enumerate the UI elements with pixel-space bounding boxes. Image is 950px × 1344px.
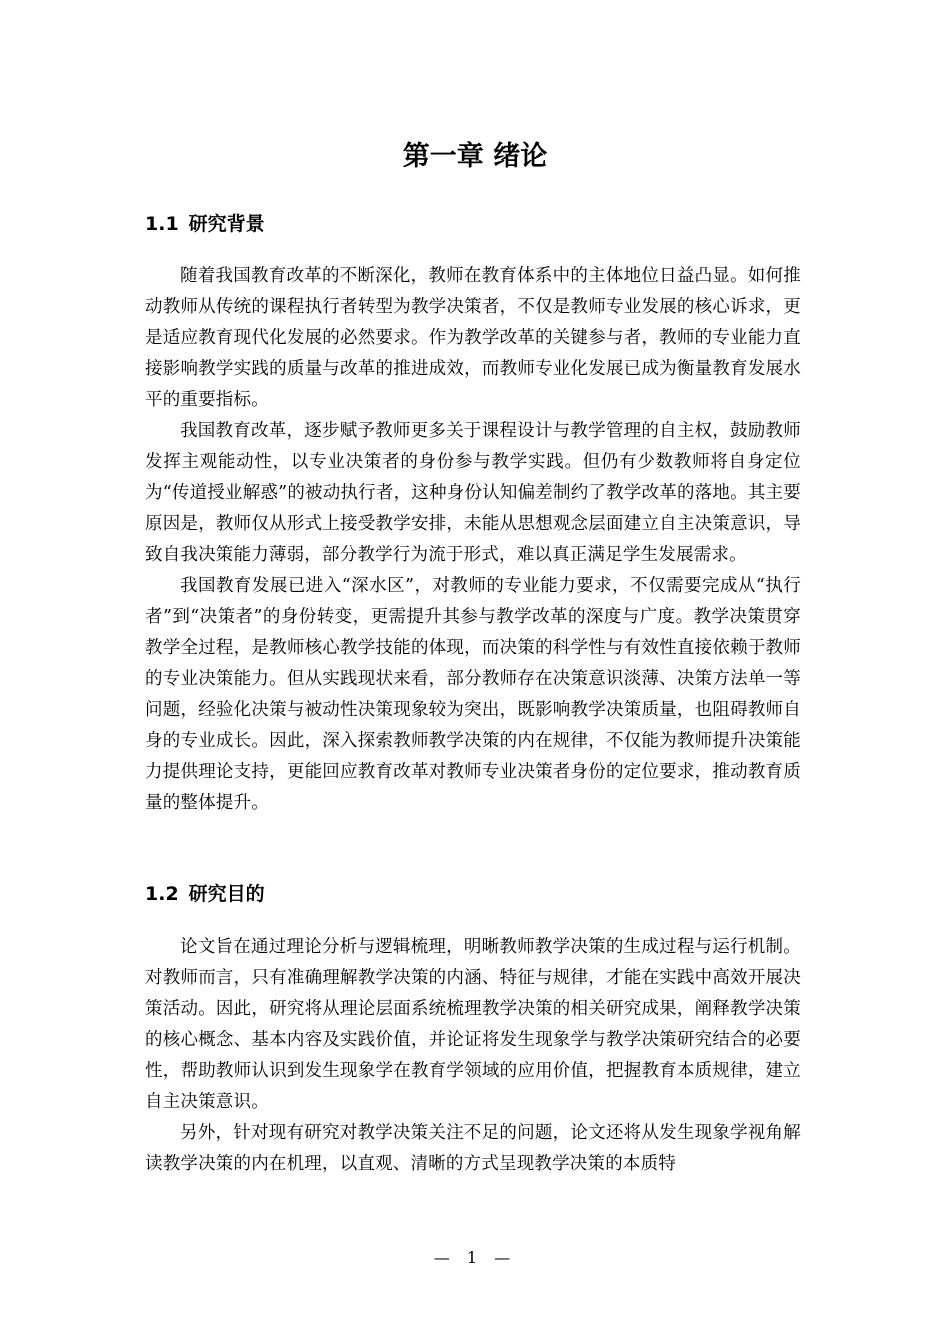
paragraph: 另外，针对现有研究对教学决策关注不足的问题，论文还将从发生现象学视角解读教学决策的内在机理，以直观、清晰的方式呈现教学决策的本质特 [145, 1123, 801, 1174]
section-heading-1-2 [145, 880, 265, 908]
section-title: 研究目的 [188, 883, 265, 905]
paragraph: 论文旨在通过理论分析与逻辑梳理，明晰教师教学决策的生成过程与运行机制。对教师而言，只有准确理解教学决策的内涵、特征与规律，才能在实践中高效开展决策活动。因此，研究将从理论层面系统梳理教学决策的相关研究成果，阐释教学决策的核心概念、基本内容及实践价值，并论证将发生现象学与教学决策研究结合的必要性，帮助教师认识到发生现象学在教育学领域的应用价值，把握教育本质规律，建立自主决策意识。 [145, 937, 801, 1112]
section-body-1-1 [145, 261, 801, 819]
section-number: 1.2 [145, 883, 179, 905]
section-number: 1.1 [145, 213, 179, 235]
chapter-title: 第一章 绪论 [402, 141, 548, 172]
paragraph: 我国教育发展已进入“深水区”，对教师的专业能力要求，不仅需要完成从“执行者”到“决策者”的身份转变，更需提升其参与教学改革的深度与广度。教学决策贯穿教学全过程，是教师核心教学技能的体现，而决策的科学性与有效性直接依赖于教师的专业决策能力。但从实践现状来看，部分教师存在决策意识淡薄、决策方法单一等问题，经验化决策与被动性决策现象较为突出，既影响教学决策质量，也阻碍教师自身的专业成长。因此，深入探索教师教学决策的内在规律，不仅能为教师提升决策能力提供理论支持，更能回应教育改革对教师专业决策者身份的定位要求，推动教育质量的整体提升。 [145, 576, 801, 813]
section-body-1-2 [145, 932, 801, 1180]
paragraph: 随着我国教育改革的不断深化，教师在教育体系中的主体地位日益凸显。如何推动教师从传统的课程执行者转型为教学决策者，不仅是教师专业发展的核心诉求，更是适应教育现代化发展的必然要求。作为教学改革的关键参与者，教师的专业能力直接影响教学实践的质量与改革的推进成效，而教师专业化发展已成为衡量教育发展水平的重要指标。 [145, 266, 801, 410]
page-number: — 1 — [433, 1248, 517, 1267]
paragraph: 我国教育改革，逐步赋予教师更多关于课程设计与教学管理的自主权，鼓励教师发挥主观能动性，以专业决策者的身份参与教学实践。但仍有少数教师将自身定位为“传道授业解惑”的被动执行者，这种身份认知偏差制约了教学改革的落地。其主要原因是，教师仅从形式上接受教学安排，未能从思想观念层面建立自主决策意识，导致自我决策能力薄弱，部分教学行为流于形式，难以真正满足学生发展需求。 [145, 421, 801, 565]
section-heading-1-1 [145, 210, 265, 238]
section-title: 研究背景 [188, 213, 265, 235]
